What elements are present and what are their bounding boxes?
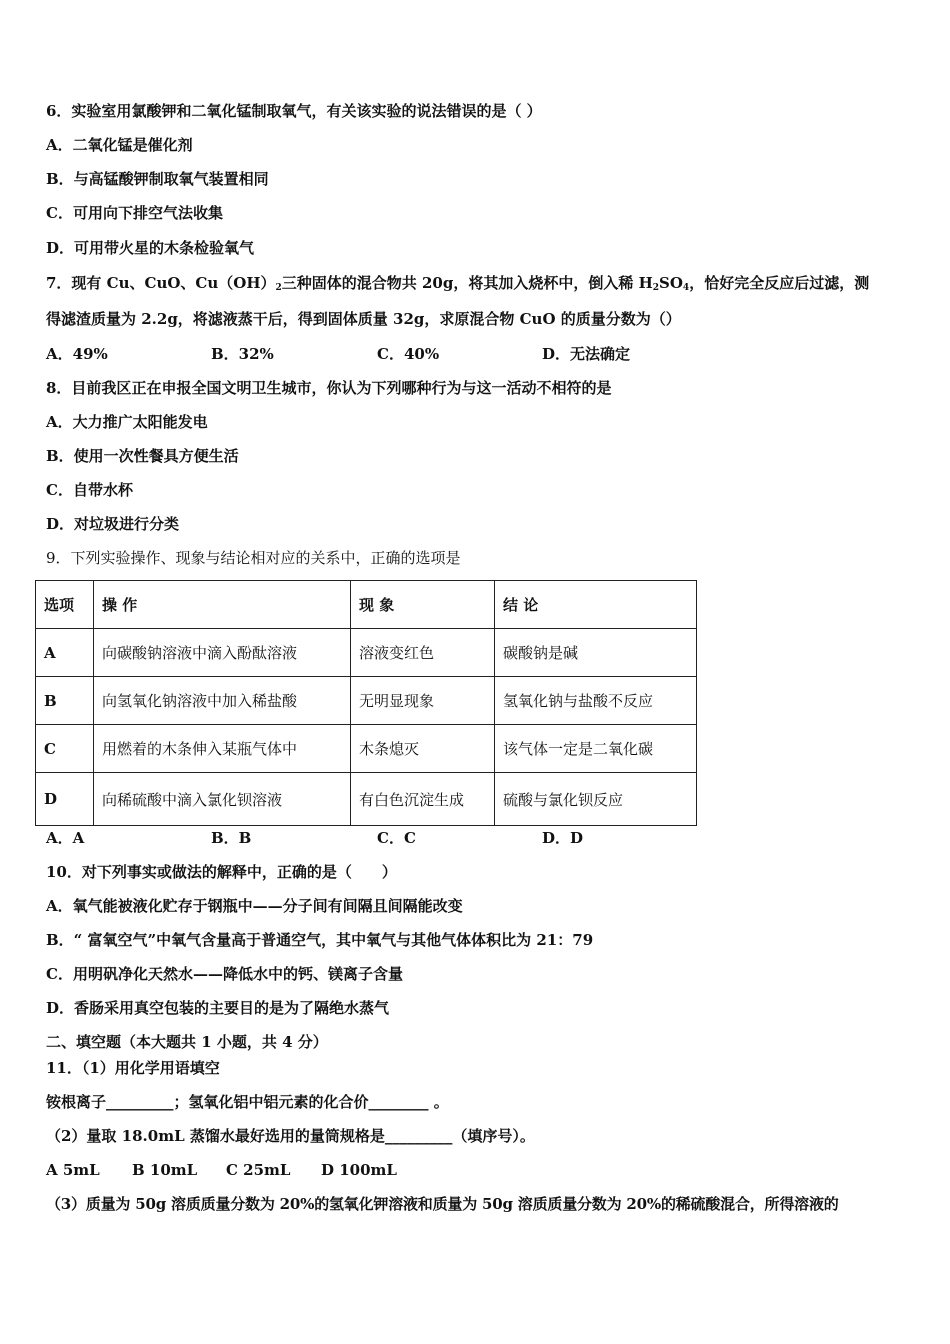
q9-option-c: C．C (377, 829, 416, 847)
q6-option-c: C．可用向下排空气法收集 (46, 204, 223, 222)
q10-option-d: D．香肠采用真空包装的主要目的是为了隔绝水蒸气 (46, 999, 390, 1017)
table-cell: 有白色沉淀生成 (351, 773, 495, 826)
q7-sub-2: 2 (652, 283, 660, 293)
table-header-cell: 操 作 (94, 581, 351, 629)
q7-option-d: D．无法确定 (542, 345, 631, 363)
q7-option-b: B．32% (211, 345, 274, 363)
table-cell: 用燃着的木条伸入某瓶气体中 (94, 725, 351, 773)
question-7-stem (46, 273, 869, 298)
q7-sub-1: 2 (275, 283, 282, 293)
table-row (36, 629, 697, 677)
question-9-stem: 9．下列实验操作、现象与结论相对应的关系中，正确的选项是 (46, 549, 461, 567)
q8-option-b: B．使用一次性餐具方便生活 (46, 447, 239, 465)
table-header-cell: 现 象 (351, 581, 495, 629)
table-cell: 硫酸与氯化钡反应 (495, 773, 697, 826)
q6-option-a: A．二氧化锰是催化剂 (46, 136, 193, 154)
q11-line-1: 铵根离子_________；氢氧化铝中铝元素的化合价________ 。 (46, 1093, 449, 1111)
table-cell: 向碳酸钠溶液中滴入酚酞溶液 (94, 629, 351, 677)
q10-option-b: B．“ 富氧空气”中氧气含量高于普通空气，其中氧气与其他气体体积比为 21：79 (46, 931, 594, 949)
table-cell: 溶液变红色 (351, 629, 495, 677)
table-row (36, 725, 697, 773)
table-header-cell: 选项 (36, 581, 94, 629)
q11-line-3: （3）质量为 50g 溶质质量分数为 20%的氢氧化钾溶液和质量为 50g 溶质质量分数为 20%的稀硫酸混合，所得溶液的 (46, 1195, 839, 1213)
q9-option-a: A．A (46, 829, 85, 847)
q11-choice-d: D 100mL (321, 1161, 397, 1179)
table-cell: 氢氧化钠与盐酸不反应 (495, 677, 697, 725)
question-10-stem: 10．对下列事实或做法的解释中，正确的是（ ） (46, 863, 397, 881)
q10-option-a: A．氧气能被液化贮存于钢瓶中——分子间有间隔且间隔能改变 (46, 897, 463, 915)
table-cell: B (36, 677, 94, 725)
q11-choice-b: B 10mL (132, 1161, 198, 1179)
q7-text-3: SO (659, 274, 683, 292)
question-7-stem-line2: 得滤渣质量为 2.2g，将滤液蒸干后，得到固体质量 32g，求原混合物 CuO 的质量分数为（） (46, 310, 681, 328)
q11-line-2: （2）量取 18.0mL 蒸馏水最好选用的量筒规格是_________（填序号）。 (46, 1127, 535, 1145)
table-cell: 该气体一定是二氧化碳 (495, 725, 697, 773)
q6-option-d: D．可用带火星的木条检验氧气 (46, 239, 255, 257)
q11-choice-a: A 5mL (46, 1161, 100, 1179)
table-cell: C (36, 725, 94, 773)
table-header-row (36, 581, 697, 629)
q7-option-c: C．40% (377, 345, 440, 363)
table-cell: 向稀硫酸中滴入氯化钡溶液 (94, 773, 351, 826)
q7-text-1: 7．现有 Cu、CuO、Cu（OH） (46, 274, 276, 292)
section-2-title: 二、填空题（本大题共 1 小题，共 4 分） (46, 1033, 328, 1051)
table-row (36, 773, 697, 826)
table-cell: A (36, 629, 94, 677)
table-cell: 向氢氧化钠溶液中加入稀盐酸 (94, 677, 351, 725)
q10-option-c: C．用明矾净化天然水——降低水中的钙、镁离子含量 (46, 965, 403, 983)
q8-option-c: C．自带水杯 (46, 481, 133, 499)
table-header-cell: 结 论 (495, 581, 697, 629)
question-8-stem: 8．目前我区正在申报全国文明卫生城市，你认为下列哪种行为与这一活动不相符的是 (46, 379, 612, 397)
q8-option-a: A．大力推广太阳能发电 (46, 413, 208, 431)
table-cell: 无明显现象 (351, 677, 495, 725)
question-11-stem: 11．（1）用化学用语填空 (46, 1059, 220, 1077)
table-cell: 碳酸钠是碱 (495, 629, 697, 677)
experiment-table (35, 580, 697, 826)
q9-option-b: B．B (211, 829, 252, 847)
table-cell: D (36, 773, 94, 826)
table-row (36, 677, 697, 725)
q6-option-b: B．与高锰酸钾制取氧气装置相同 (46, 170, 269, 188)
q7-text-2: 三种固体的混合物共 20g，将其加入烧杯中，倒入稀 H (281, 274, 653, 292)
q11-choice-c: C 25mL (226, 1161, 291, 1179)
q8-option-d: D．对垃圾进行分类 (46, 515, 180, 533)
q9-option-d: D．D (542, 829, 584, 847)
q7-text-4: ，恰好完全反应后过滤，测 (689, 274, 870, 292)
q7-option-a: A．49% (46, 345, 108, 363)
q7-sub-3: 4 (682, 283, 690, 293)
question-6-stem: 6．实验室用氯酸钾和二氧化锰制取氧气，有关该实验的说法错误的是（ ） (46, 102, 542, 120)
table-cell: 木条熄灭 (351, 725, 495, 773)
